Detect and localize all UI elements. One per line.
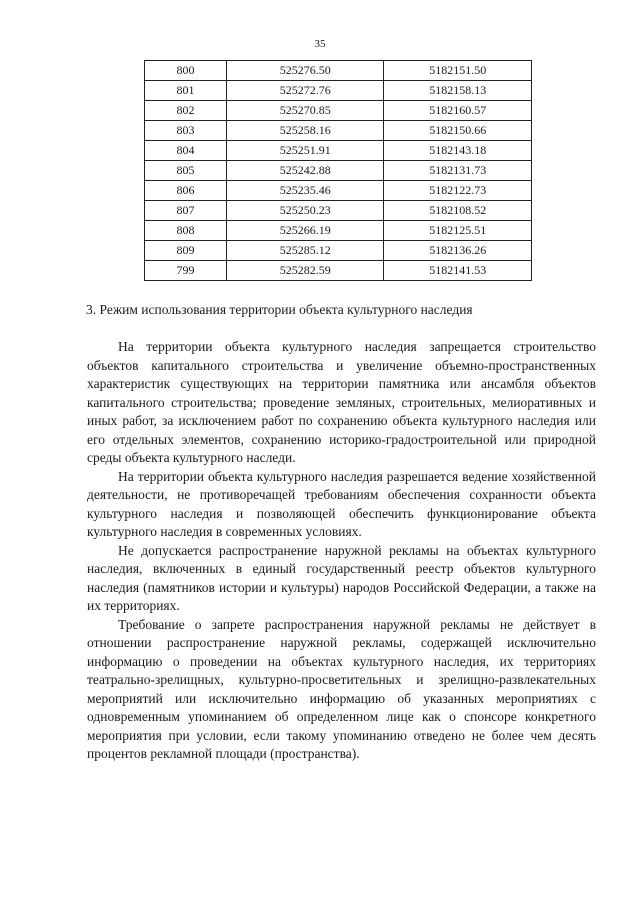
x-coordinate-cell: 525272.76 — [227, 81, 384, 101]
paragraph-advertising-ban: Не допускается распространение наружной рекламы на объектах культурного наследия, включенных в единый государственный реестр объектов культурного наследия (памятников истории и культуры) народов Российской Федерации, а также на их территориях. — [87, 542, 596, 613]
table-row — [145, 141, 532, 161]
y-coordinate-cell: 5182131.73 — [384, 161, 532, 181]
table-row — [145, 261, 532, 281]
y-coordinate-cell: 5182150.66 — [384, 121, 532, 141]
y-coordinate-cell: 5182151.50 — [384, 61, 532, 81]
section-body — [87, 338, 596, 764]
point-number-cell: 799 — [145, 261, 227, 281]
point-number-cell: 803 — [145, 121, 227, 141]
y-coordinate-cell: 5182122.73 — [384, 181, 532, 201]
point-number-cell: 808 — [145, 221, 227, 241]
section-heading: 3. Режим использования территории объекта культурного наследия — [86, 302, 473, 317]
y-coordinate-cell: 5182158.13 — [384, 81, 532, 101]
point-number-cell: 809 — [145, 241, 227, 261]
point-number-cell: 806 — [145, 181, 227, 201]
y-coordinate-cell: 5182125.51 — [384, 221, 532, 241]
x-coordinate-cell: 525285.12 — [227, 241, 384, 261]
table-row — [145, 101, 532, 121]
y-coordinate-cell: 5182141.53 — [384, 261, 532, 281]
y-coordinate-cell: 5182143.18 — [384, 141, 532, 161]
table-row — [145, 181, 532, 201]
coordinates-table — [144, 60, 532, 281]
y-coordinate-cell: 5182136.26 — [384, 241, 532, 261]
x-coordinate-cell: 525258.16 — [227, 121, 384, 141]
point-number-cell: 804 — [145, 141, 227, 161]
table-row — [145, 81, 532, 101]
point-number-cell: 800 — [145, 61, 227, 81]
table-row — [145, 61, 532, 81]
x-coordinate-cell: 525270.85 — [227, 101, 384, 121]
x-coordinate-cell: 525266.19 — [227, 221, 384, 241]
point-number-cell: 807 — [145, 201, 227, 221]
table-row — [145, 221, 532, 241]
x-coordinate-cell: 525235.46 — [227, 181, 384, 201]
table-row — [145, 121, 532, 141]
y-coordinate-cell: 5182160.57 — [384, 101, 532, 121]
paragraph-prohibitions: На территории объекта культурного наследия запрещается строительство объектов капитального строительства и увеличение объемно-пространственных характеристик существующих на территории памятника или ансамбля объектов капитального строительства; проведение земляных, строительных, мелиоративных и иных работ, за исключением работ по сохранению объекта культурного наследия или его отдельных элементов, сохранению историко-градостроительной или природной среды объекта культурного наследи. — [87, 339, 596, 465]
x-coordinate-cell: 525242.88 — [227, 161, 384, 181]
coordinates-table-body — [145, 61, 532, 281]
paragraph-advertising-exception: Требование о запрете распространения наружной рекламы не действует в отношении распространение наружной рекламы, содержащей исключительно информацию о проведении на объектах культурного наследия, их территориях театрально-зрелищных, культурно-просветительных и зрелищно-развлекательных мероприятий или исключительно информацию об указанных мероприятиях с одновременным упоминанием об определенном лице как о спонсоре конкретного мероприятия при условии, если такому упоминанию отведено не более чем десять процентов рекламной площади (пространства). — [87, 616, 596, 761]
table-row — [145, 161, 532, 181]
paragraph-permitted-activity: На территории объекта культурного наследия разрешается ведение хозяйственной деятельности, не противоречащей требованиям обеспечения сохранности объекта культурного наследия и позволяющей обеспечить функционирование объекта культурного наследия в современных условиях. — [87, 468, 596, 539]
table-row — [145, 201, 532, 221]
table-row — [145, 241, 532, 261]
point-number-cell: 805 — [145, 161, 227, 181]
x-coordinate-cell: 525251.91 — [227, 141, 384, 161]
x-coordinate-cell: 525276.50 — [227, 61, 384, 81]
point-number-cell: 801 — [145, 81, 227, 101]
point-number-cell: 802 — [145, 101, 227, 121]
y-coordinate-cell: 5182108.52 — [384, 201, 532, 221]
x-coordinate-cell: 525282.59 — [227, 261, 384, 281]
page-number: 35 — [314, 38, 326, 50]
x-coordinate-cell: 525250.23 — [227, 201, 384, 221]
